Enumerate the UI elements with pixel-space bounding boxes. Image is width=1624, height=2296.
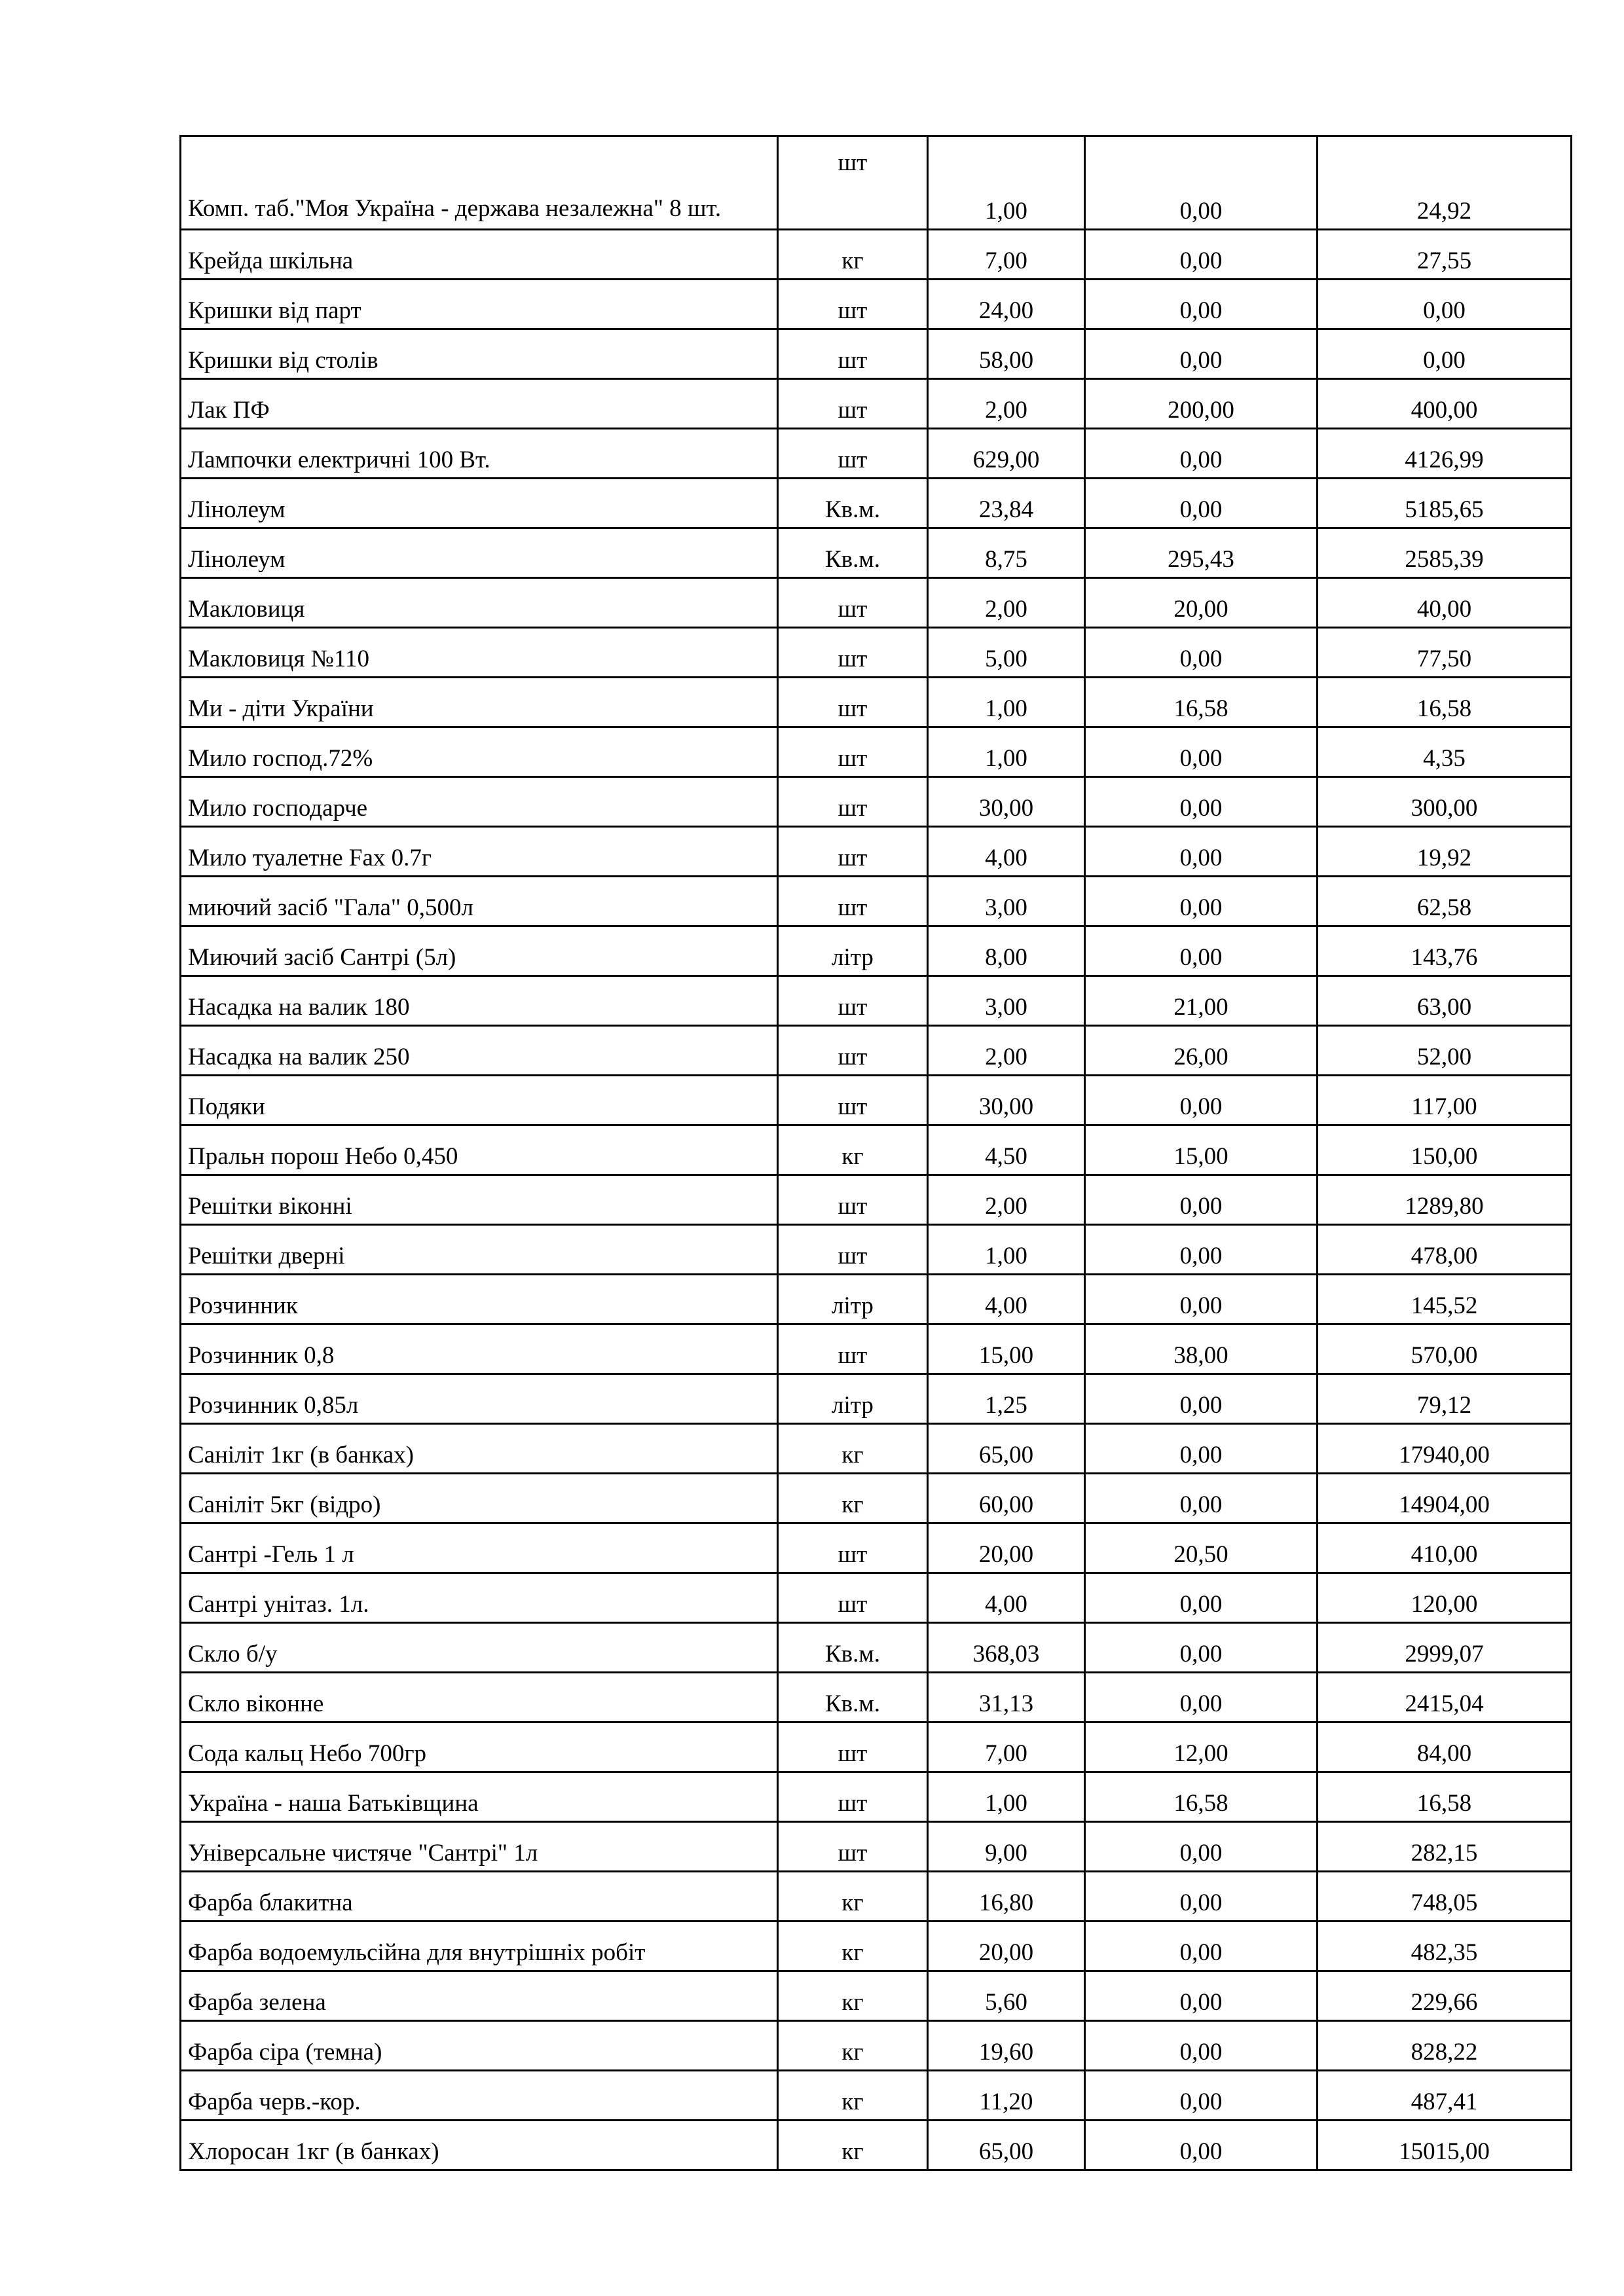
item-quantity: 65,00	[928, 2121, 1085, 2170]
table-row	[181, 1722, 1572, 1772]
item-name: Скло б/у	[181, 1623, 778, 1673]
table-row	[181, 1623, 1572, 1673]
item-price: 0,00	[1085, 628, 1318, 678]
item-name: Пральн порош Небо 0,450	[181, 1125, 778, 1175]
item-unit: шт	[778, 329, 928, 379]
table-row	[181, 1076, 1572, 1125]
table-row	[181, 230, 1572, 280]
item-sum: 1289,80	[1318, 1175, 1572, 1225]
table-row	[181, 329, 1572, 379]
item-name: Фарба водоемульсійна для внутрішніх робіт	[181, 1922, 778, 1971]
item-price: 0,00	[1085, 1971, 1318, 2021]
item-name: Скло віконне	[181, 1673, 778, 1722]
table-row	[181, 1225, 1572, 1275]
item-price: 0,00	[1085, 2121, 1318, 2170]
item-price: 0,00	[1085, 877, 1318, 926]
item-sum: 143,76	[1318, 926, 1572, 976]
item-unit: кг	[778, 2121, 928, 2170]
item-price: 15,00	[1085, 1125, 1318, 1175]
table-row	[181, 2071, 1572, 2121]
item-sum: 120,00	[1318, 1573, 1572, 1623]
item-sum: 62,58	[1318, 877, 1572, 926]
item-price: 0,00	[1085, 1424, 1318, 1474]
item-sum: 52,00	[1318, 1026, 1572, 1076]
item-sum: 117,00	[1318, 1076, 1572, 1125]
item-quantity: 19,60	[928, 2021, 1085, 2071]
item-quantity: 20,00	[928, 1922, 1085, 1971]
item-sum: 16,58	[1318, 1772, 1572, 1822]
item-price: 200,00	[1085, 379, 1318, 429]
item-sum: 145,52	[1318, 1275, 1572, 1324]
item-name: Макловиця №110	[181, 628, 778, 678]
item-unit: шт	[778, 1324, 928, 1374]
table-row	[181, 429, 1572, 479]
item-name: Миючий засіб Сантрі (5л)	[181, 926, 778, 976]
item-sum: 4126,99	[1318, 429, 1572, 479]
item-quantity: 60,00	[928, 1474, 1085, 1523]
item-price: 12,00	[1085, 1722, 1318, 1772]
item-unit: Кв.м.	[778, 528, 928, 578]
item-unit: літр	[778, 1374, 928, 1424]
item-sum: 2415,04	[1318, 1673, 1572, 1722]
item-unit: літр	[778, 1275, 928, 1324]
table-row	[181, 1474, 1572, 1523]
inventory-table	[179, 135, 1572, 2171]
item-price: 0,00	[1085, 136, 1318, 230]
item-quantity: 30,00	[928, 777, 1085, 827]
item-name: Лак ПФ	[181, 379, 778, 429]
table-row	[181, 280, 1572, 329]
item-sum: 282,15	[1318, 1822, 1572, 1872]
item-sum: 300,00	[1318, 777, 1572, 827]
item-name: Україна - наша Батьківщина	[181, 1772, 778, 1822]
item-unit: кг	[778, 1922, 928, 1971]
item-unit: шт	[778, 827, 928, 877]
item-quantity: 24,00	[928, 280, 1085, 329]
item-name: Кришки від парт	[181, 280, 778, 329]
item-name: Фарба черв.-кор.	[181, 2071, 778, 2121]
item-price: 0,00	[1085, 1374, 1318, 1424]
table-row	[181, 1673, 1572, 1722]
item-sum: 570,00	[1318, 1324, 1572, 1374]
item-price: 0,00	[1085, 329, 1318, 379]
item-sum: 828,22	[1318, 2021, 1572, 2071]
table-row	[181, 976, 1572, 1026]
item-unit: кг	[778, 1125, 928, 1175]
item-quantity: 11,20	[928, 2071, 1085, 2121]
item-unit: шт	[778, 379, 928, 429]
item-quantity: 5,60	[928, 1971, 1085, 2021]
item-name: Лінолеум	[181, 528, 778, 578]
item-quantity: 7,00	[928, 1722, 1085, 1772]
table-row	[181, 1922, 1572, 1971]
table-row	[181, 777, 1572, 827]
item-sum: 150,00	[1318, 1125, 1572, 1175]
item-price: 0,00	[1085, 280, 1318, 329]
table-row	[181, 1374, 1572, 1424]
table-row	[181, 528, 1572, 578]
item-price: 0,00	[1085, 1076, 1318, 1125]
item-sum: 15015,00	[1318, 2121, 1572, 2170]
item-unit: кг	[778, 2021, 928, 2071]
item-name: Лампочки електричні 100 Вт.	[181, 429, 778, 479]
item-unit: кг	[778, 1872, 928, 1922]
item-sum: 478,00	[1318, 1225, 1572, 1275]
item-quantity: 30,00	[928, 1076, 1085, 1125]
item-quantity: 1,00	[928, 1772, 1085, 1822]
item-unit: Кв.м.	[778, 1673, 928, 1722]
item-quantity: 23,84	[928, 479, 1085, 528]
item-price: 0,00	[1085, 1225, 1318, 1275]
item-sum: 16,58	[1318, 678, 1572, 727]
item-name: Решітки дверні	[181, 1225, 778, 1275]
item-price: 0,00	[1085, 429, 1318, 479]
item-price: 20,00	[1085, 578, 1318, 628]
item-name: Мило господ.72%	[181, 727, 778, 777]
item-unit: Кв.м.	[778, 1623, 928, 1673]
item-price: 21,00	[1085, 976, 1318, 1026]
item-price: 16,58	[1085, 678, 1318, 727]
item-quantity: 1,00	[928, 136, 1085, 230]
item-name: Насадка на валик 250	[181, 1026, 778, 1076]
item-unit: кг	[778, 1474, 928, 1523]
item-price: 0,00	[1085, 727, 1318, 777]
item-unit: кг	[778, 1971, 928, 2021]
item-sum: 748,05	[1318, 1872, 1572, 1922]
item-sum: 400,00	[1318, 379, 1572, 429]
table-row	[181, 2021, 1572, 2071]
item-unit: кг	[778, 230, 928, 280]
item-name: Фарба блакитна	[181, 1872, 778, 1922]
table-row	[181, 379, 1572, 429]
table-row	[181, 827, 1572, 877]
table-row	[181, 678, 1572, 727]
item-quantity: 8,00	[928, 926, 1085, 976]
item-price: 0,00	[1085, 1175, 1318, 1225]
item-unit: літр	[778, 926, 928, 976]
item-sum: 4,35	[1318, 727, 1572, 777]
table-row	[181, 2121, 1572, 2170]
item-quantity: 2,00	[928, 578, 1085, 628]
table-row	[181, 1971, 1572, 2021]
item-sum: 24,92	[1318, 136, 1572, 230]
item-sum: 229,66	[1318, 1971, 1572, 2021]
item-price: 0,00	[1085, 230, 1318, 280]
item-quantity: 4,00	[928, 1573, 1085, 1623]
item-sum: 2999,07	[1318, 1623, 1572, 1673]
item-price: 0,00	[1085, 2021, 1318, 2071]
item-price: 0,00	[1085, 1922, 1318, 1971]
item-name: Ми - діти України	[181, 678, 778, 727]
item-unit: шт	[778, 1076, 928, 1125]
item-sum: 2585,39	[1318, 528, 1572, 578]
item-sum: 482,35	[1318, 1922, 1572, 1971]
item-name: Фарба сіра (темна)	[181, 2021, 778, 2071]
item-quantity: 3,00	[928, 976, 1085, 1026]
item-sum: 0,00	[1318, 329, 1572, 379]
table-row	[181, 1523, 1572, 1573]
item-name: Саніліт 1кг (в банках)	[181, 1424, 778, 1474]
item-name: Крейда шкільна	[181, 230, 778, 280]
table-row	[181, 877, 1572, 926]
item-price: 0,00	[1085, 1573, 1318, 1623]
item-sum: 410,00	[1318, 1523, 1572, 1573]
item-sum: 19,92	[1318, 827, 1572, 877]
item-sum: 0,00	[1318, 280, 1572, 329]
item-unit: кг	[778, 2071, 928, 2121]
item-sum: 27,55	[1318, 230, 1572, 280]
item-unit: шт	[778, 877, 928, 926]
item-unit: шт	[778, 1573, 928, 1623]
item-unit: шт	[778, 1523, 928, 1573]
item-sum: 84,00	[1318, 1722, 1572, 1772]
item-price: 0,00	[1085, 479, 1318, 528]
item-name: Насадка на валик 180	[181, 976, 778, 1026]
table-row	[181, 479, 1572, 528]
item-quantity: 65,00	[928, 1424, 1085, 1474]
item-name: Розчинник 0,85л	[181, 1374, 778, 1424]
item-quantity: 20,00	[928, 1523, 1085, 1573]
item-quantity: 58,00	[928, 329, 1085, 379]
table-row	[181, 1324, 1572, 1374]
item-unit: шт	[778, 429, 928, 479]
item-price: 0,00	[1085, 1623, 1318, 1673]
item-name: Кришки від столів	[181, 329, 778, 379]
item-sum: 5185,65	[1318, 479, 1572, 528]
item-quantity: 4,00	[928, 1275, 1085, 1324]
item-price: 16,58	[1085, 1772, 1318, 1822]
item-price: 0,00	[1085, 1822, 1318, 1872]
item-quantity: 5,00	[928, 628, 1085, 678]
item-quantity: 9,00	[928, 1822, 1085, 1872]
item-price: 0,00	[1085, 1275, 1318, 1324]
item-unit: шт	[778, 727, 928, 777]
item-sum: 14904,00	[1318, 1474, 1572, 1523]
item-name: Подяки	[181, 1076, 778, 1125]
table-row	[181, 1772, 1572, 1822]
item-unit: шт	[778, 280, 928, 329]
inventory-table-body	[181, 136, 1572, 2170]
item-quantity: 4,00	[928, 827, 1085, 877]
item-unit: шт	[778, 976, 928, 1026]
item-quantity: 1,25	[928, 1374, 1085, 1424]
table-row	[181, 1125, 1572, 1175]
item-unit: кг	[778, 1424, 928, 1474]
item-name: Мило туалетне Fax 0.7г	[181, 827, 778, 877]
item-unit: шт	[778, 136, 928, 230]
item-name: Фарба зелена	[181, 1971, 778, 2021]
item-quantity: 8,75	[928, 528, 1085, 578]
item-price: 0,00	[1085, 1474, 1318, 1523]
table-row	[181, 578, 1572, 628]
table-row	[181, 727, 1572, 777]
table-row	[181, 1275, 1572, 1324]
item-quantity: 31,13	[928, 1673, 1085, 1722]
item-price: 26,00	[1085, 1026, 1318, 1076]
item-quantity: 15,00	[928, 1324, 1085, 1374]
item-price: 295,43	[1085, 528, 1318, 578]
table-row	[181, 1175, 1572, 1225]
item-unit: шт	[778, 678, 928, 727]
item-name: Макловиця	[181, 578, 778, 628]
item-quantity: 4,50	[928, 1125, 1085, 1175]
item-unit: шт	[778, 1225, 928, 1275]
item-sum: 77,50	[1318, 628, 1572, 678]
item-name: Розчинник 0,8	[181, 1324, 778, 1374]
item-name: Сантрі унітаз. 1л.	[181, 1573, 778, 1623]
item-name: Хлоросан 1кг (в банках)	[181, 2121, 778, 2170]
item-quantity: 16,80	[928, 1872, 1085, 1922]
item-sum: 40,00	[1318, 578, 1572, 628]
item-name: Розчинник	[181, 1275, 778, 1324]
item-unit: шт	[778, 1822, 928, 1872]
item-price: 0,00	[1085, 1872, 1318, 1922]
item-price: 38,00	[1085, 1324, 1318, 1374]
item-unit: шт	[778, 578, 928, 628]
table-row	[181, 1822, 1572, 1872]
item-name: Саніліт 5кг (відро)	[181, 1474, 778, 1523]
item-sum: 487,41	[1318, 2071, 1572, 2121]
item-price: 0,00	[1085, 926, 1318, 976]
item-price: 0,00	[1085, 1673, 1318, 1722]
item-quantity: 1,00	[928, 678, 1085, 727]
item-unit: шт	[778, 1175, 928, 1225]
item-name: Універсальне чистяче "Сантрі" 1л	[181, 1822, 778, 1872]
item-price: 0,00	[1085, 777, 1318, 827]
table-row	[181, 926, 1572, 976]
item-quantity: 7,00	[928, 230, 1085, 280]
item-name: миючий засіб "Гала" 0,500л	[181, 877, 778, 926]
item-quantity: 1,00	[928, 1225, 1085, 1275]
table-row	[181, 1424, 1572, 1474]
item-unit: шт	[778, 1772, 928, 1822]
item-price: 0,00	[1085, 827, 1318, 877]
item-quantity: 1,00	[928, 727, 1085, 777]
item-price: 20,50	[1085, 1523, 1318, 1573]
item-name: Мило господарче	[181, 777, 778, 827]
item-quantity: 2,00	[928, 1175, 1085, 1225]
item-name: Комп. таб."Моя Україна - держава незалежна" 8 шт.	[181, 136, 778, 230]
item-name: Сода кальц Небо 700гр	[181, 1722, 778, 1772]
item-name: Решітки віконні	[181, 1175, 778, 1225]
item-quantity: 2,00	[928, 379, 1085, 429]
item-name: Сантрі -Гель 1 л	[181, 1523, 778, 1573]
table-row	[181, 628, 1572, 678]
table-row	[181, 1573, 1572, 1623]
item-unit: Кв.м.	[778, 479, 928, 528]
table-row	[181, 1026, 1572, 1076]
item-quantity: 3,00	[928, 877, 1085, 926]
table-row	[181, 136, 1572, 230]
item-sum: 79,12	[1318, 1374, 1572, 1424]
item-quantity: 368,03	[928, 1623, 1085, 1673]
item-unit: шт	[778, 1722, 928, 1772]
item-sum: 17940,00	[1318, 1424, 1572, 1474]
item-name: Лінолеум	[181, 479, 778, 528]
item-sum: 63,00	[1318, 976, 1572, 1026]
item-price: 0,00	[1085, 2071, 1318, 2121]
table-row	[181, 1872, 1572, 1922]
item-unit: шт	[778, 777, 928, 827]
item-quantity: 2,00	[928, 1026, 1085, 1076]
item-unit: шт	[778, 628, 928, 678]
item-unit: шт	[778, 1026, 928, 1076]
item-quantity: 629,00	[928, 429, 1085, 479]
